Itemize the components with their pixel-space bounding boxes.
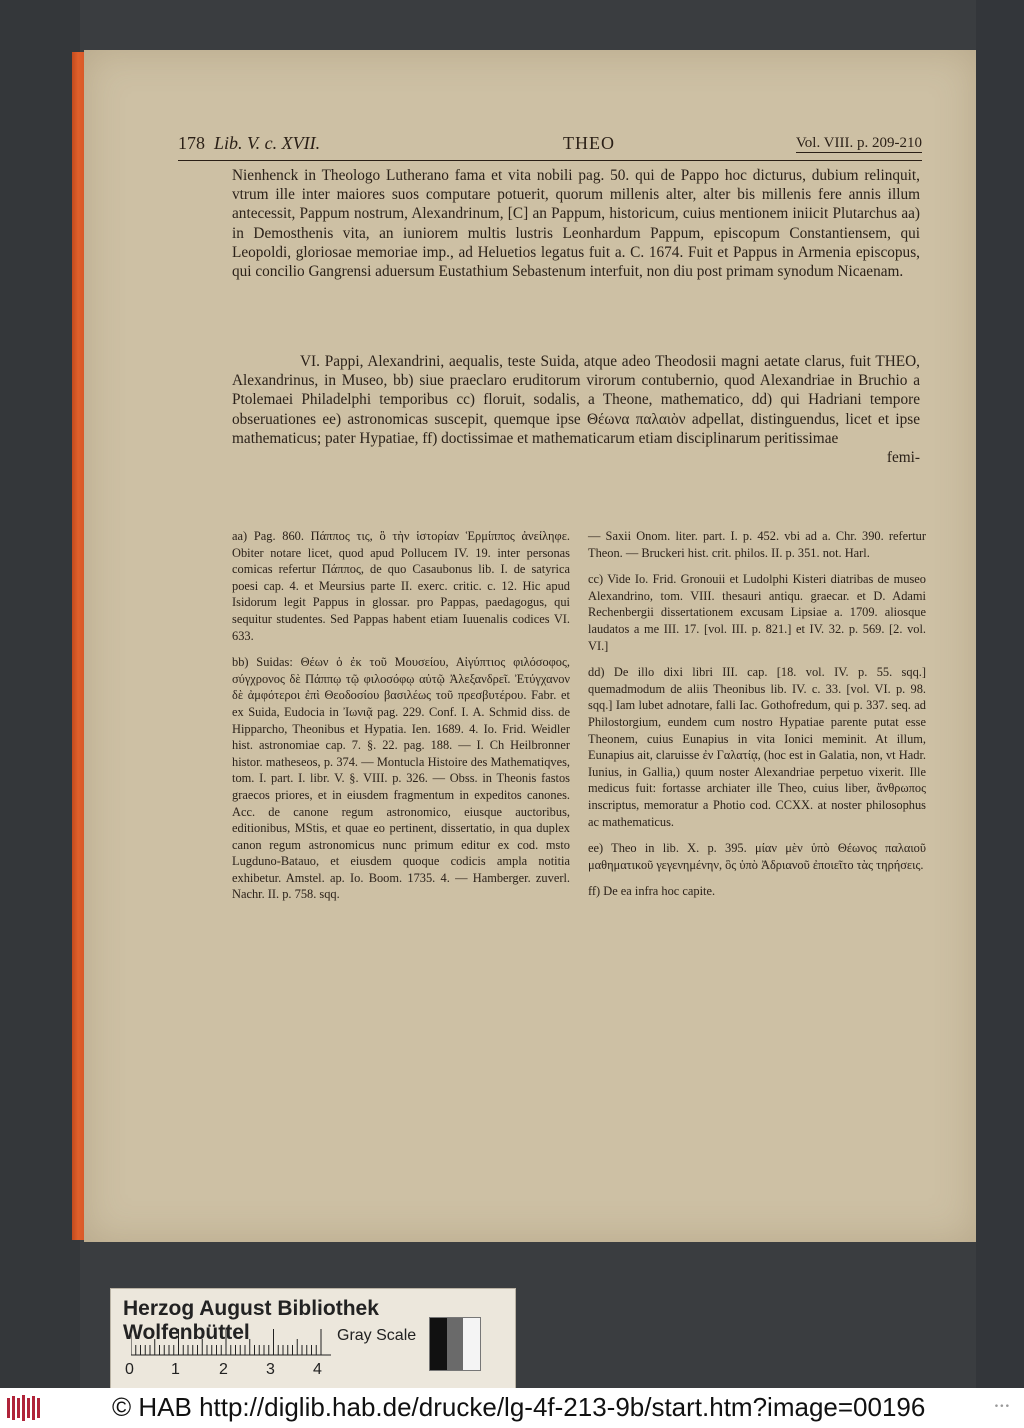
footnote-dd: dd) De illo dixi libri III. cap. [18. vol. IV. p. 55. sqq.] quemadmodum de aliis Theonibus lib. IV. c. 33. [vol. VI. p. 98. sqq.] Iam lubet adnotare, falli Iac. Gothofredum, qui p. 337. seq. ad Philostorgium, eundem cum nostro Hypatiae parente putat esse Theonem, cuius Eunapius in vita Ionici meminit. At illum, Eunapius ait, claruisse ἐν Γαλατίᾳ, (hoc est in Galatia, non, vt Hadr. Iunius, in Gallia,) quum noster Alexandriae perpetuo vixerit. Ille medicus fuit: fortasse archiater ille Theo, cuius liber, ἄνθρωπος inscriptus, memoratur a Photio cod. CCXX. at noster philosophus ac mathematicus. (588, 665, 926, 829)
ruler-number: 2 (219, 1361, 228, 1378)
page-number: 178 (178, 133, 205, 153)
footnotes-right-column (588, 528, 926, 910)
scan-background-right (976, 0, 1024, 1388)
running-head-left (178, 133, 320, 154)
scan-background-left (0, 0, 80, 1388)
gray-scale-label: Gray Scale (337, 1327, 417, 1344)
page-title: THEO (563, 133, 615, 153)
hab-logo-icon (6, 1394, 42, 1422)
main-paragraph-2 (232, 352, 920, 467)
swatch-white (463, 1318, 480, 1370)
footnote-ff: ff) De ea infra hoc capite. (588, 884, 716, 899)
main-paragraph-1: Nienhenck in Theologo Lutherano fama et vita nobili pag. 50. qui de Pappo hoc dicturus, dubium relinquit, vtrum ille inter maiores suos computare potuerit, quorum millenis alter, alter bis millenis fere annis illum antecessit, Pappum nostrum, Alexandrinum, [C] an Pappum, historicum, cuius mentionem iniicit Plutarchus aa) in Demosthenis vita, an iuniorem multis lustris Leonhardum Pappum, episcopum Constantiensem, qui Leopoldi, gloriosae memoriae imp., ad Heluetios legatus fuit a. C. 1674. Fuit et Pappus in Armenia episcopus, qui concilio Gangrensi aduersum Eustathium Sebastenum interfuit, non diu post primam synodum Nicaenam. (232, 167, 920, 281)
footnotes-left-column (232, 528, 570, 913)
ruler-number: 4 (313, 1361, 322, 1378)
ruler-number: 0 (125, 1361, 134, 1378)
footer-bar (0, 1388, 1024, 1428)
swatch-gray (447, 1318, 463, 1370)
ruler-ticks (131, 1327, 331, 1357)
footnote-ee: ee) Theo in lib. X. p. 395. μίαν μὲν ὑπὸ Θέωνος παλαιοῦ μαθηματικοῦ γεγενημένην, ὃς ὑπὸ Ἀδριανοῦ ἐποιεῖτο τὰς τηρήσεις. (588, 841, 926, 872)
book-reference: Lib. V. c. XVII. (214, 133, 321, 153)
library-name: Herzog August Bibliothek Wolfenbüttel (123, 1297, 379, 1344)
footnote-bb-continued: — Saxii Onom. liter. part. I. p. 452. vbi ad a. Chr. 390. refertur Theon. — Bruckeri hist. crit. philos. II. p. 351. not. Harl. (588, 529, 926, 560)
page-red-edge (72, 52, 84, 1240)
main-paragraph-2-text: VI. Pappi, Alexandrini, aequalis, teste Suida, atque adeo Theodosii magni aetate clarus, fuit THEO, Alexandrinus, in Museo, bb) siue praeclaro eruditorum virorum contubernio, quod Alexandriae in Bruchio a Ptolemaei Philadelphi temporibus cc) floruit, sodalis, a Theone, mathematico, dd) qui Hadriani tempore obseruationes ee) astronomicas suscepit, quemque ipse Θέωνα παλαιὸν adpellat, distinguendus, licet et ipse mathematicus; pater Hypatiae, ff) doctissimae et mathematicarum etiam disciplinarum peritissimae (232, 353, 920, 447)
footnote-aa: aa) Pag. 860. Πάππος τις, ὃ τὴν ἱστορίαν Ἑρμίππος ἀνείληφε. Obiter notare licet, quod apud Pollucem IV. 19. inter personas comicas refertur Πάππος, de quo Casaubonus lib. I. de satyrica poesi cap. 4. et Meursius parte II. exerc. critic. c. 12. Hic apud Isidorum legit Pappus in glossar. pro Pappas, paedagogus, qui sequitur studentes. Sed Pappas habent etiam Iuuenalis codices VI. 633. (232, 529, 570, 643)
library-color-card (110, 1288, 516, 1390)
footnote-bb: bb) Suidas: Θέων ὁ ἐκ τοῦ Μουσείου, Αἰγύπτιος φιλόσοφος, σύγχρονος δὲ Πάππῳ τῷ φιλοσόφῳ αὐτῷ Ἀλεξανδρεῖ. Ἐτύγχανον δὲ ἀμφότεροι ἐπὶ Θεοδοσίου βασιλέως τοῦ πρεσβυτέρου. Fabr. et ex Suida, Eudocia in Ἰωνιᾷ pag. 229. Conf. I. A. Schmid diss. de Hipparcho, Theonibus et Hypatia. Ien. 1689. 4. Io. Frid. Weidler hist. astronomiae cap. 7. §. 22. pag. 188. — I. Ch Heilbronner histor. matheseos, p. 374. — Montucla Histoire des Mathematiqves, tom. I. part. I. libr. V. §. VIII. p. 326. — Obss. in Theonis fastos graecos priores, et in eiusdem fragmentum in expeditos canones. Acc. de canone regum astronomico, eiusque auctoribus, editionibus, MStis, et quae eo pertinent, dissertatio, in qua duplex canon regum astronomicus nunc primum editur ex cod. msto Lugduno-Batauo, et eiusdem quoque codicis ampla notitia exhibetur. Amstel. ap. Io. Boom. 1735. 4. — Hamberger. zuverl. Nachr. II. p. 758. sqq. (232, 655, 570, 902)
footer-dots: ••• (993, 1402, 1010, 1412)
head-rule (178, 160, 922, 161)
footer-copyright-url: © HAB http://diglib.hab.de/drucke/lg-4f-213-9b/start.htm?image=00196 (112, 1392, 926, 1422)
ruler-number: 1 (171, 1361, 180, 1378)
volume-reference: Vol. VIII. p. 209-210 (795, 135, 922, 151)
swatch-black (430, 1318, 447, 1370)
catchword: femi- (886, 449, 920, 467)
running-head (178, 133, 922, 159)
ruler-number: 3 (266, 1361, 275, 1378)
footnote-cc: cc) Vide Io. Frid. Gronouii et Ludolphi Kisteri diatribas de museo Alexandrino, tom. VIII. thesauri antiqu. graecar. et D. Adami Rechenbergii dissertationem excusam Lipsiae a. 1709. aliosque laudatos a me III. 17. [vol. III. p. 821.] et IV. 32. p. 569. [2. vol. VI.] (588, 572, 926, 653)
gray-swatches (429, 1317, 481, 1371)
